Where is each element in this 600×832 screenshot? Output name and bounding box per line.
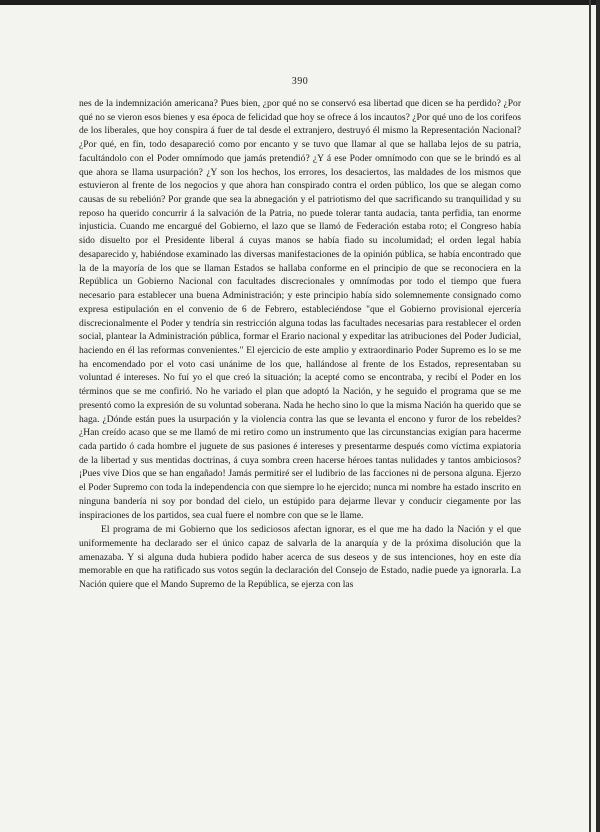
page-number: 390 — [291, 76, 309, 87]
body-text — [79, 97, 521, 592]
scan-binding-line — [589, 0, 591, 832]
scan-top-edge — [0, 0, 600, 5]
paragraph: nes de la indemnización americana? Pues bien, ¿por qué no se conservó esa libertad que dicen se ha perdido? ¿Por qué no se vieron esos bienes y esa época de felicidad que hoy se ofrece á los incautos? ¿Por qué uno de los corifeos de los liberales, que hoy conspira á fuer de tal desde el extranjero, destruyó él mismo la Representación Nacional? ¿Por qué, en fin, todo desapareció como por encanto y se tuvo que llamar al que se hallaba lejos de su patria, facultándolo con el Poder omnímodo que jamás pretendió? ¿Y á ese Poder omnímodo con que se le brindó es al que ahora se llama usurpación? ¿Y son los hechos, los errores, los desaciertos, las maldades de los mismos que estuvieron al frente de los negocios y que ahora han conspirado contra el orden público, los que se alegan como causas de su rebelión? Por grande que sea la abnegación y el patriotismo del que sacrificando su tranquilidad y su reposo ha querido concurrir á la salvación de la Patria, no puede tolerar tanta audacia, tanta perfidia, tan enorme injusticia. Cuando me encargué del Gobierno, el lazo que se llamó de Federación estaba roto; el Congreso había sido disuelto por el Presidente liberal á cuyas manos se había fiado su incolumidad; el orden legal había desaparecido y, habiéndose examinado las diversas manifestaciones de la opinión pública, se había encontrado que la de la mayoría de los que se llaman Estados se hallaba conforme en el principio de que se reconociera en la República un Gobierno Nacional con facultades discrecionales y omnímodas por todo el tiempo que fuera necesario para establecer una buena Administración; y este principio había sido solemnemente consignado como expresa estipulación en el convenio de 6 de Febrero, estableciéndose "que el Gobierno provisional ejercería discrecionalmente el Poder y tendría sin restricción alguna todas las facultades necesarias para restablecer el orden social, plantear la Administración pública, formar el Erario nacional y expeditar las atribuciones del Poder Judicial, haciendo en él las reformas convenientes." El ejercicio de este amplio y extraordinario Poder Supremo es lo se me ha encomendado por el voto casi unánime de los que, hallándose al frente de los Estados, representaban su voluntad é intereses. No fuí yo el que creó la situación; la acepté como se encontraba, y recibí el Poder en los términos que se me confirió. No he variado el plan que adoptó la Nación, y he seguido el programa que se me presentó como la expresión de su voluntad soberana. Nada he hecho sino lo que la misma Nación ha querido que se haga. ¿Dónde están pues la usurpación y la violencia contra las que se levanta el encono y furor de los rebeldes? ¿Han creído acaso que se me llamó de mi retiro como un instrumento que las circunstancias exigían para hacerme cada partido ó cada hombre el juguete de sus pasiones é intereses y presentarme después como víctima expiatoria de la libertad y sus mentidas doctrinas, á cuya sombra creen hacerse héroes tantas nulidades y tantos ambiciosos? ¡Pues vive Dios que se han engañado! Jamás permitiré ser el ludibrio de las facciones ni de persona alguna. Ejerzo el Poder Supremo con toda la independencia con que siempre lo he ejercido; nunca mi nombre ha estado inscrito en ninguna bandería ni soy por bondad del cielo, un estúpido para dejarme llevar y conducir ciegamente por las inspiraciones de los partidos, sea cual fuere el nombre con que se le llame. — [79, 98, 521, 521]
paragraph: El programa de mi Gobierno que los sediciosos afectan ignorar, es el que me ha dado la Nación y el que uniformemente ha declarado ser el único capaz de salvarla de la anarquía y de la próxima disolución que la amenazaba. Y si alguna duda hubiera podido haber acerca de sus deseos y de sus intenciones, hoy en este día memorable en que ha ratificado sus votos según la declaración del Consejo de Estado, nadie puede ya ignorarla. La Nación quiere que el Mando Supremo de la República, se ejerza con las — [79, 524, 521, 591]
scan-right-edge — [596, 0, 600, 832]
